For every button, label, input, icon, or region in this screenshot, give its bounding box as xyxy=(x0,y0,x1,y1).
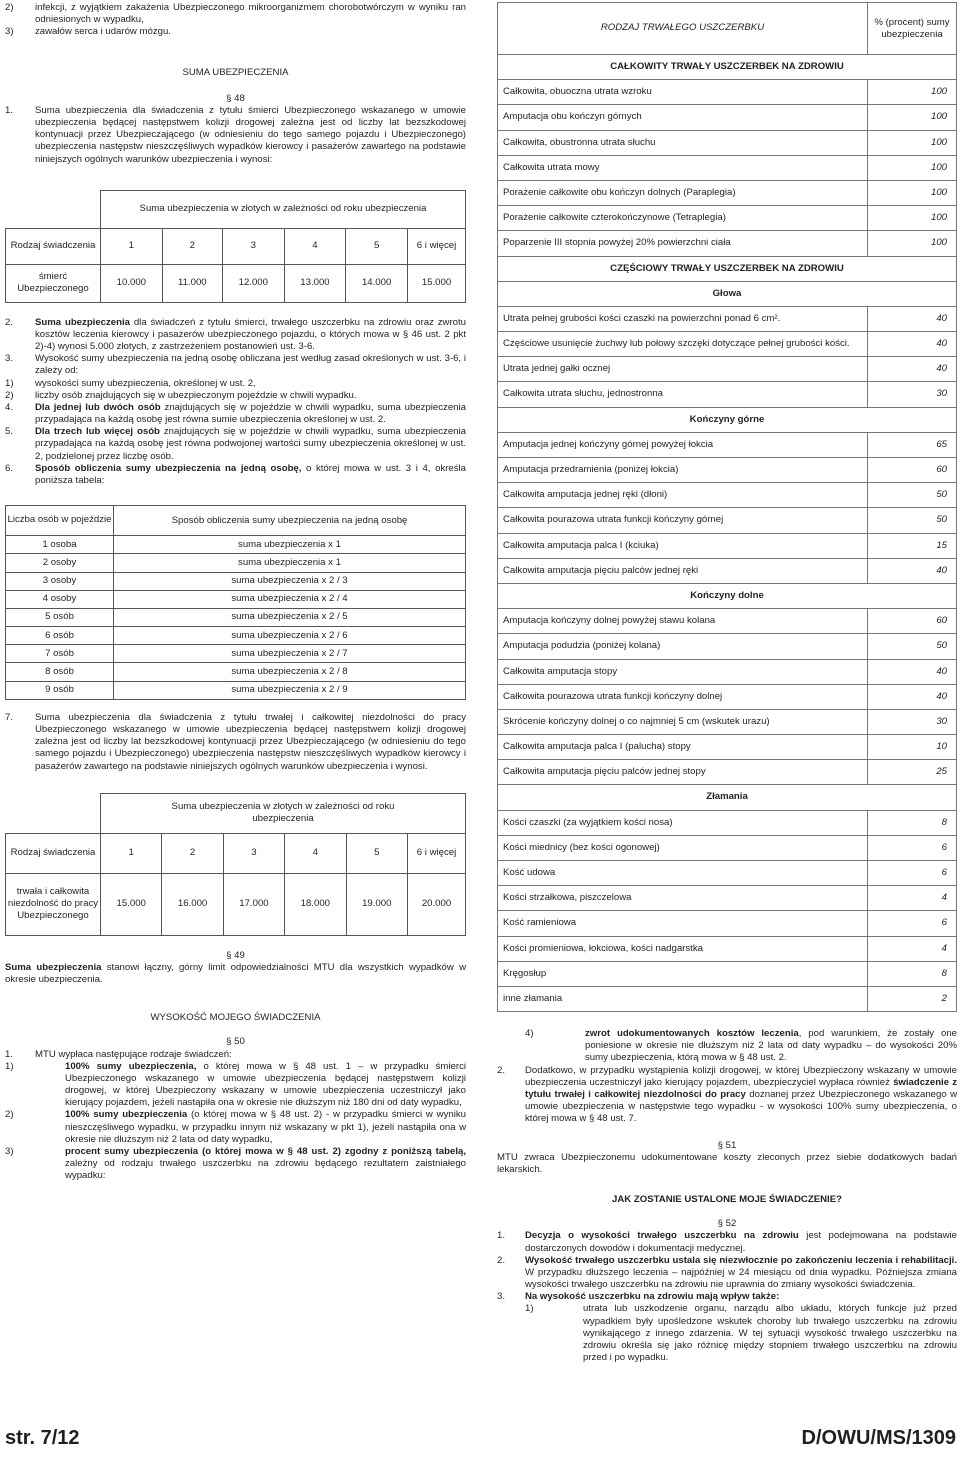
persons-cell: 5 osób xyxy=(6,608,114,626)
injury-label: Porażenie całkowite obu kończyn dolnych (Paraplegia) xyxy=(498,180,868,205)
injury-label: Całkowita utrata mowy xyxy=(498,155,868,180)
injury-label: Kości miednicy (bez kości ogonowej) xyxy=(498,835,868,860)
right-column xyxy=(497,2,957,1364)
section-heading: SUMA UBEZPIECZENIA xyxy=(182,66,289,78)
table-row xyxy=(498,357,957,382)
list-item: 2) 100% sumy ubezpieczenia (o której mowa w § 48 ust. 2) - w przypadku śmierci w wyniku nieszczęśliwego wypadku, w przypadku innym niż wskazany w pkt 1), jeżeli nastąpiła ona w okresie nie dłuższym niż 2 lata od daty wypadku, xyxy=(5,1109,466,1145)
injury-label: Całkowita utrata słuchu, jednostronna xyxy=(498,382,868,407)
table-header: RODZAJ TRWAŁEGO USZCZERBKU xyxy=(498,3,868,55)
percent-value: 10 xyxy=(868,735,957,760)
table-section-row xyxy=(498,55,957,80)
percent-value: 4 xyxy=(868,886,957,911)
injury-label: Całkowita pourazowa utrata funkcji kończyny górnej xyxy=(498,508,868,533)
injury-label: Całkowita amputacja pięciu palców jednej stopy xyxy=(498,760,868,785)
list-item: 4) zwrot udokumentowanych kosztów leczenia, pod warunkiem, że zostały one poniesione w okresie nie dłuższym niż 2 lata od daty wypadku – do wysokości 20% sumy ubezpieczenia, którą mowa w § 48 ust. 2. xyxy=(525,1028,957,1064)
injury-label: Amputacja przedramienia (poniżej łokcia) xyxy=(498,458,868,483)
injury-label: Poparzenie III stopnia powyżej 20% powierzchni ciała xyxy=(498,231,868,256)
section-label: Głowa xyxy=(498,281,957,306)
table-row xyxy=(498,306,957,331)
table-section-row xyxy=(498,256,957,281)
list-item: 1) wysokości sumy ubezpieczenia, określonej w ust. 2, xyxy=(5,377,256,389)
paragraph: MTU zwraca Ubezpieczonemu udokumentowane koszty zleconych przez siebie dodatkowych badań lekarskich. xyxy=(497,1151,957,1175)
percent-value: 6 xyxy=(868,861,957,886)
table-row xyxy=(6,554,466,572)
percent-value: 40 xyxy=(868,332,957,357)
injury-label: Całkowita amputacja pięciu palców jednej ręki xyxy=(498,558,868,583)
table-row xyxy=(498,659,957,684)
table-row xyxy=(498,382,957,407)
list-item: 5. Dla trzech lub więcej osób znajdujących się w pojeździe w chwili wypadku, suma ubezpieczenia przypadająca na każdą osobę jest równa podwojonej wartości sumy ubezpieczenia określonej w ust. 2, podzielonej przez liczbę osób. xyxy=(5,426,466,462)
paragraph-number: § 51 xyxy=(717,1139,737,1151)
percent-value: 30 xyxy=(868,382,957,407)
list-item: 2) infekcji, z wyjątkiem zakażenia Ubezpieczonego mikroorganizmem chorobotwórczym w wyniku ran odniesionych w wypadku, xyxy=(5,2,466,26)
table-row xyxy=(498,180,957,205)
table-row xyxy=(498,483,957,508)
injury-label: Kość udowa xyxy=(498,861,868,886)
persons-cell: 7 osób xyxy=(6,645,114,663)
injury-label: Całkowita amputacja stopy xyxy=(498,659,868,684)
list-item: 1. Decyzja o wysokości trwałego uszczerbku na zdrowiu jest podejmowana na podstawie dostarczonych dowodów i dokumentacji medycznej. xyxy=(497,1230,957,1254)
table-row xyxy=(498,80,957,105)
document-code: D/OWU/MS/1309 xyxy=(801,1427,956,1449)
injury-label: Amputacja jednej kończyny górnej powyżej łokcia xyxy=(498,432,868,457)
table-row xyxy=(498,835,957,860)
percent-value: 40 xyxy=(868,558,957,583)
percent-value: 40 xyxy=(868,306,957,331)
table-row xyxy=(6,572,466,590)
percent-value: 50 xyxy=(868,508,957,533)
table-row xyxy=(498,760,957,785)
paragraph: 1. MTU wypłaca następujące rodzaje świadczeń: xyxy=(5,1048,232,1060)
percent-value: 60 xyxy=(868,458,957,483)
table-section-row xyxy=(498,407,957,432)
table-row xyxy=(498,609,957,634)
formula-cell: suma ubezpieczenia x 2 / 4 xyxy=(114,590,466,608)
list-item: 3) zawałów serca i udarów mózgu. xyxy=(5,26,171,38)
table-row xyxy=(6,608,466,626)
disability-sum-table: Suma ubezpieczenia w złotych w zależności od roku ubezpieczenia Rodzaj świadczenia 1 2 3 4 5 6 i więcej trwała i całkowita niezdolność do pracy Ubezpieczonego 15.000 16.000 17.000 18.000 19.000 20.000 xyxy=(5,793,466,936)
section-heading: JAK ZOSTANIE USTALONE MOJE ŚWIADCZENIE? xyxy=(612,1194,842,1206)
table-row xyxy=(498,684,957,709)
percent-value: 6 xyxy=(868,911,957,936)
persons-cell: 1 osoba xyxy=(6,536,114,554)
formula-cell: suma ubezpieczenia x 1 xyxy=(114,554,466,572)
table-row xyxy=(498,961,957,986)
table-row xyxy=(498,332,957,357)
table-row xyxy=(498,558,957,583)
table-row xyxy=(498,105,957,130)
percent-value: 25 xyxy=(868,760,957,785)
table-row xyxy=(498,936,957,961)
death-sum-table: Suma ubezpieczenia w złotych w zależności od roku ubezpieczenia Rodzaj świadczenia 1 2 3 4 5 6 i więcej śmierć Ubezpieczonego 10.000 11.000 12.000 13.000 14.000 15.000 xyxy=(5,190,466,303)
injury-label: Kości czaszki (za wyjątkiem kości nosa) xyxy=(498,810,868,835)
injury-label: Całkowita amputacja palca I (kciuka) xyxy=(498,533,868,558)
section-heading: WYSOKOŚĆ MOJEGO ŚWIADCZENIA xyxy=(150,1012,321,1024)
section-label: CAŁKOWITY TRWAŁY USZCZERBEK NA ZDROWIU xyxy=(498,55,957,80)
injury-label: Kości strzałkowa, piszczelowa xyxy=(498,886,868,911)
list-item: 2. Wysokość trwałego uszczerbku ustala się niezwłocznie po zakończeniu leczenia i rehabilitacji. W przypadku dłuższego leczenia – najpóźniej w 24 miesiącu od dnia wypadku. Późniejsza zmiana wysokości trwałego uszczerbku na zdrowiu nie uprawnia do zmiany wysokości świadczenia. xyxy=(497,1254,957,1291)
table-row xyxy=(498,432,957,457)
table-row xyxy=(498,458,957,483)
injury-label: Amputacja kończyny dolnej powyżej stawu kolana xyxy=(498,609,868,634)
formula-cell: suma ubezpieczenia x 1 xyxy=(114,536,466,554)
formula-cell: suma ubezpieczenia x 2 / 9 xyxy=(114,681,466,699)
table-row xyxy=(498,130,957,155)
formula-cell: suma ubezpieczenia x 2 / 6 xyxy=(114,627,466,645)
injury-label: Całkowita amputacja palca I (palucha) stopy xyxy=(498,735,868,760)
injury-label: Skrócenie kończyny dolnej o co najmniej 5 cm (wskutek urazu) xyxy=(498,709,868,734)
table-row xyxy=(498,508,957,533)
table-header: % (procent) sumy ubezpieczenia xyxy=(868,3,957,55)
percent-value: 40 xyxy=(868,659,957,684)
percent-value: 8 xyxy=(868,810,957,835)
formula-cell: suma ubezpieczenia x 2 / 8 xyxy=(114,663,466,681)
table-header: Suma ubezpieczenia w złotych w zależności od roku ubezpieczenia xyxy=(101,793,466,833)
percent-value: 100 xyxy=(868,155,957,180)
table-row xyxy=(6,663,466,681)
list-item: 3) procent sumy ubezpieczenia (o której mowa w § 48 ust. 2) zgodny z poniższą tabelą, zależny od rodzaju trwałego uszczerbku na zdrowiu będącego rezultatem zaistniałego wypadku: xyxy=(5,1145,466,1182)
table-row xyxy=(498,155,957,180)
table-row xyxy=(498,735,957,760)
percent-value: 6 xyxy=(868,835,957,860)
table-row xyxy=(6,590,466,608)
injury-label: Całkowita, obustronna utrata słuchu xyxy=(498,130,868,155)
injury-label: Kości promieniowa, łokciowa, kości nadgarstka xyxy=(498,936,868,961)
section-label: Złamania xyxy=(498,785,957,810)
paragraph-number: § 50 xyxy=(226,1036,245,1048)
section-label: Kończyny dolne xyxy=(498,583,957,608)
table-row xyxy=(498,911,957,936)
table-row-label: trwała i całkowita niezdolność do pracy Ubezpieczonego xyxy=(6,873,101,935)
per-person-table xyxy=(5,505,466,700)
injury-table xyxy=(497,2,957,1012)
percent-value: 100 xyxy=(868,80,957,105)
persons-cell: 2 osoby xyxy=(6,554,114,572)
percent-value: 100 xyxy=(868,105,957,130)
formula-cell: suma ubezpieczenia x 2 / 3 xyxy=(114,572,466,590)
list-item: 1) utrata lub uszkodzenie organu, narządu albo układu, których funkcje już przed wypadkiem były upośledzone wskutek choroby lub trwałego uszczerbku na zdrowiu wynikającego z innego zdarzenia. W tej sytuacji wysokość trwałego uszczerbku na zdrowiu określa się jako różnicę między stopniem trwałego uszczerbku na zdrowiu przed i po wypadku. xyxy=(525,1303,957,1364)
page-number: str. 7/12 xyxy=(5,1427,80,1449)
list-item: 6. Sposób obliczenia sumy ubezpieczenia na jedną osobę, o której mowa w ust. 3 i 4, określa poniższa tabela: xyxy=(5,462,466,486)
table-row xyxy=(498,810,957,835)
paragraph-number: § 52 xyxy=(717,1218,737,1230)
table-row-label: śmierć Ubezpieczonego xyxy=(6,264,101,302)
injury-label: Utrata jednej gałki ocznej xyxy=(498,357,868,382)
table-row xyxy=(498,533,957,558)
persons-cell: 3 osoby xyxy=(6,572,114,590)
table-row xyxy=(498,861,957,886)
table-header: Suma ubezpieczenia w złotych w zależności od roku ubezpieczenia xyxy=(101,190,466,228)
percent-value: 2 xyxy=(868,986,957,1011)
persons-cell: 6 osób xyxy=(6,627,114,645)
formula-cell: suma ubezpieczenia x 2 / 7 xyxy=(114,645,466,663)
table-row xyxy=(6,536,466,554)
percent-value: 15 xyxy=(868,533,957,558)
injury-label: inne złamania xyxy=(498,986,868,1011)
percent-value: 100 xyxy=(868,130,957,155)
table-row xyxy=(498,886,957,911)
injury-label: Całkowita, obuoczna utrata wzroku xyxy=(498,80,868,105)
percent-value: 30 xyxy=(868,709,957,734)
injury-label: Całkowita amputacja jednej ręki (dłoni) xyxy=(498,483,868,508)
injury-label: Częściowe usunięcie żuchwy lub połowy szczęki dotyczące pełnej grubości kości. xyxy=(498,332,868,357)
injury-label: Porażenie całkowite czterokończynowe (Tetraplegia) xyxy=(498,206,868,231)
table-row xyxy=(6,645,466,663)
injury-label: Kręgosłup xyxy=(498,961,868,986)
section-label: CZĘŚCIOWY TRWAŁY USZCZERBEK NA ZDROWIU xyxy=(498,256,957,281)
table-row-label: Rodzaj świadczenia xyxy=(6,228,101,264)
paragraph-number: § 48 xyxy=(226,92,245,104)
list-item: 3. Na wysokość uszczerbku na zdrowiu mają wpływ także: xyxy=(497,1291,780,1303)
percent-value: 65 xyxy=(868,432,957,457)
persons-cell: 8 osób xyxy=(6,663,114,681)
table-row-label: Rodzaj świadczenia xyxy=(6,833,101,873)
percent-value: 50 xyxy=(868,634,957,659)
injury-label: Utrata pełnej grubości kości czaszki na powierzchni ponad 6 cm². xyxy=(498,306,868,331)
formula-cell: suma ubezpieczenia x 2 / 5 xyxy=(114,608,466,626)
table-section-row xyxy=(498,281,957,306)
table-header: Sposób obliczenia sumy ubezpieczenia na jedną osobę xyxy=(114,506,466,536)
table-section-row xyxy=(498,583,957,608)
paragraph: 2. Dodatkowo, w przypadku wystąpienia kolizji drogowej, w której Ubezpieczony wskazany w umowie ubezpieczenia uczestniczył jako kierujący pojazdem, ubezpieczyciel wypłaca również świadczenie z tytułu trwałej i całkowitej niezdolności do pracy doznanej przez Ubezpieczonego wskazanego w umowie ubezpieczenia w następstwie tego wypadku - w wysokości 100% sumy ubezpieczenia, o której mowa w § 48 ust. 7. xyxy=(497,1064,957,1125)
table-section-row xyxy=(498,785,957,810)
persons-cell: 4 osoby xyxy=(6,590,114,608)
table-header: Liczba osób w pojeździe xyxy=(6,506,114,536)
paragraph: 7. Suma ubezpieczenia dla świadczenia z tytułu trwałej i całkowitej niezdolności do pracy Ubezpieczonego wskazanego w umowie ubezpieczenia będącej następstwem kolizji drogowej zależna jest od liczby lat bezszkodowej kontynuacji przez Ubezpieczającego (w odniesieniu do tego samego pojazdu i Ubezpieczonego) ubezpieczenia następstw nieszczęśliwych wypadków kierowcy i pasażerów zawartego na podstawie niniejszych ogólnych warunków ubezpieczenia i wynosi. xyxy=(5,711,466,772)
percent-value: 60 xyxy=(868,609,957,634)
percent-value: 100 xyxy=(868,180,957,205)
table-row xyxy=(498,634,957,659)
list-item: 2. Suma ubezpieczenia dla świadczeń z tytułu śmierci, trwałego uszczerbku na zdrowiu oraz zwrotu kosztów leczenia kierowcy i pasażerów ubezpieczonego pojazdu, o których mowa w § 46 ust. 2 pkt 2)-4) wynosi 5.000 złotych, z zastrzeżeniem postanowień ust. 3-6. xyxy=(5,316,466,353)
injury-label: Amputacja podudzia (poniżej kolana) xyxy=(498,634,868,659)
paragraph: 1. Suma ubezpieczenia dla świadczenia z tytułu śmierci Ubezpieczonego wskazanego w umowie ubezpieczenia będącej następstwem kolizji drogowej zależna jest od liczby lat bezszkodowej kontynuacji przez Ubezpieczającego (w odniesieniu do tego samego pojazdu i Ubezpieczonego) ubezpieczenia następstw nieszczęśliwych wypadków kierowcy i pasażerów zawartego na podstawie niniejszych ogólnych warunków ubezpieczenia i wynosi: xyxy=(5,104,466,165)
table-row xyxy=(498,709,957,734)
table-row xyxy=(6,681,466,699)
table-row xyxy=(6,627,466,645)
percent-value: 100 xyxy=(868,206,957,231)
list-item: 1) 100% sumy ubezpieczenia, o której mowa w § 48 ust. 1 – w przypadku śmierci Ubezpieczonego wskazanego w umowie ubezpieczenia będącej następstwem kolizji drogowej, w której Ubezpieczony wskazany w umowie ubezpieczenia uczestniczył jako kierujący pojazdem, jeżeli nastąpiła ona w okresie nie dłuższym niż 180 dni od daty wypadku, xyxy=(5,1060,466,1109)
percent-value: 40 xyxy=(868,684,957,709)
table-row xyxy=(498,231,957,256)
persons-cell: 9 osób xyxy=(6,681,114,699)
percent-value: 100 xyxy=(868,231,957,256)
injury-label: Amputacja obu kończyn górnych xyxy=(498,105,868,130)
percent-value: 40 xyxy=(868,357,957,382)
paragraph: Suma ubezpieczenia stanowi łączny, górny limit odpowiedzialności MTU dla wszystkich wypadków w okresie ubezpieczenia. xyxy=(5,961,466,986)
left-column xyxy=(5,2,466,1182)
list-item: 4. Dla jednej lub dwóch osób znajdujących się w pojeździe w chwili wypadku, suma ubezpieczenia przypadająca na każdą osobę jest równa sumie ubezpieczenia określonej w ust. 2. xyxy=(5,401,466,426)
percent-value: 8 xyxy=(868,961,957,986)
percent-value: 50 xyxy=(868,483,957,508)
injury-label: Całkowita pourazowa utrata funkcji kończyny dolnej xyxy=(498,684,868,709)
injury-label: Kość ramieniowa xyxy=(498,911,868,936)
section-label: Kończyny górne xyxy=(498,407,957,432)
table-row xyxy=(498,206,957,231)
list-item: 3. Wysokość sumy ubezpieczenia na jedną osobę obliczana jest według zasad określonych w ust. 3-6, i zależy od: xyxy=(5,353,466,377)
paragraph-number: § 49 xyxy=(226,949,245,961)
table-row xyxy=(498,986,957,1011)
list-item: 2) liczby osób znajdujących się w ubezpieczonym pojeździe w chwili wypadku. xyxy=(5,389,357,401)
percent-value: 4 xyxy=(868,936,957,961)
